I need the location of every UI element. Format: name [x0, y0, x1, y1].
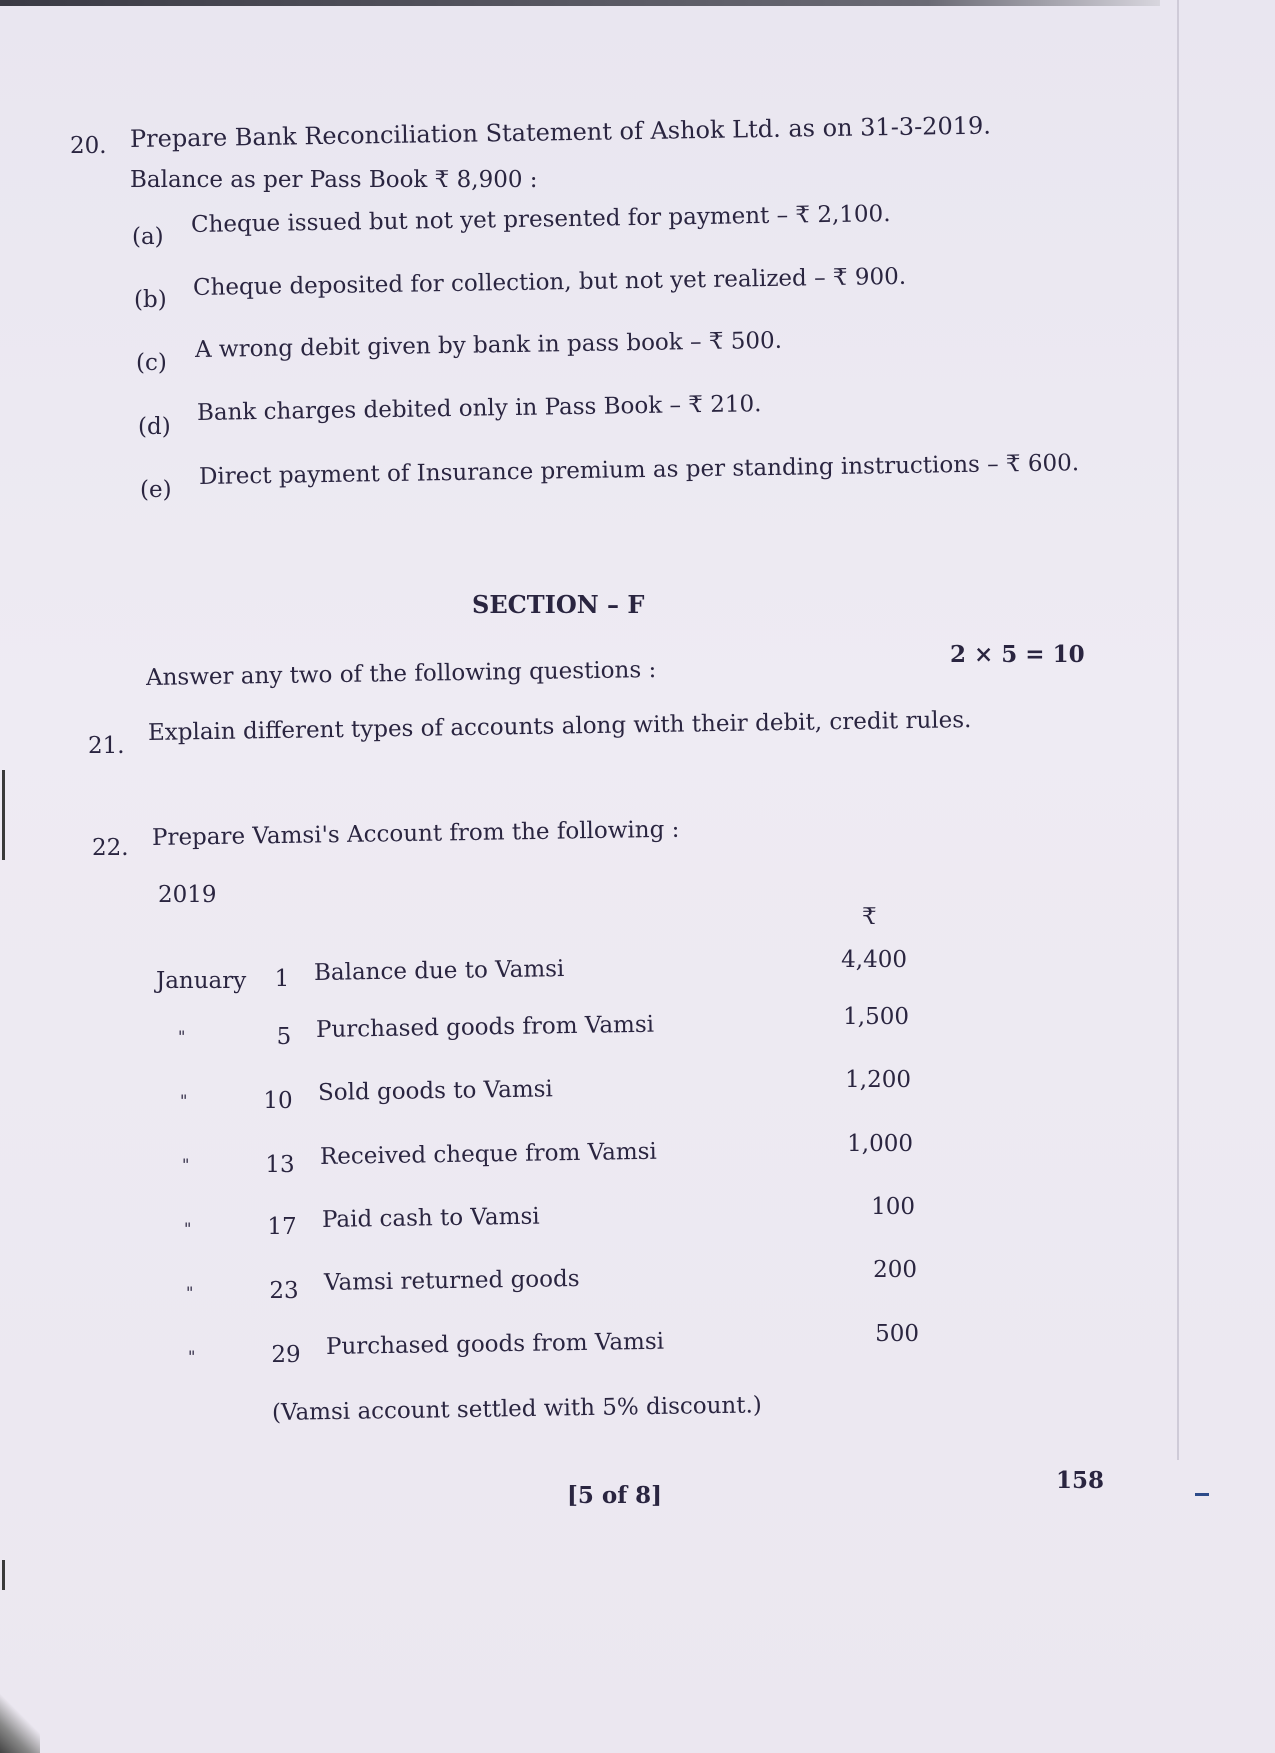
q20-item-label: (a) — [132, 224, 164, 250]
row-day: 17 — [267, 1214, 297, 1240]
row-amount: 1,200 — [845, 1067, 911, 1093]
row-month: " — [180, 1091, 188, 1110]
scan-left-mark — [2, 1560, 5, 1590]
row-amount: 1,500 — [843, 1004, 909, 1030]
row-desc: Received cheque from Vamsi — [319, 1138, 658, 1170]
q20-item-text: A wrong debit given by bank in pass book – ₹ 500. — [194, 327, 783, 363]
q20-item-text: Cheque deposited for collection, but not yet realized – ₹ 900. — [192, 263, 907, 301]
q21-text: Explain different types of accounts along with their debit, credit rules. — [147, 707, 972, 746]
section-marks: 2 × 5 = 10 — [950, 641, 1085, 668]
q20-number: 20. — [70, 133, 107, 159]
q20-item-label: (e) — [140, 477, 172, 503]
q20-line2: Balance as per Pass Book ₹ 8,900 : — [130, 167, 538, 193]
row-day: 29 — [271, 1342, 301, 1368]
paper-code: 158 — [1056, 1467, 1105, 1494]
row-month: " — [178, 1027, 186, 1046]
row-desc: Paid cash to Vamsi — [321, 1203, 540, 1233]
row-amount: 1,000 — [847, 1131, 913, 1157]
row-day: 13 — [265, 1152, 295, 1178]
row-month: " — [182, 1155, 190, 1174]
q22-note: (Vamsi account settled with 5% discount.) — [271, 1392, 762, 1426]
q21-number: 21. — [88, 733, 125, 759]
row-day: 5 — [276, 1024, 292, 1050]
row-month: " — [184, 1219, 192, 1238]
q20-item-label: (d) — [138, 414, 171, 440]
row-month: " — [186, 1283, 194, 1302]
row-amount: 500 — [875, 1321, 919, 1347]
q20-item-text: Bank charges debited only in Pass Book – ₹ 210. — [196, 391, 762, 426]
row-day: 1 — [274, 966, 290, 992]
scan-corner-fold — [0, 1693, 40, 1753]
q20-item-text: Direct payment of Insurance premium as per standing instructions – ₹ 600. — [198, 450, 1080, 490]
row-desc: Purchased goods from Vamsi — [325, 1328, 665, 1360]
q20-item-text: Cheque issued but not yet presented for payment – ₹ 2,100. — [190, 201, 891, 238]
q22-currency-header: ₹ — [862, 904, 877, 930]
page-number: [5 of 8] — [567, 1482, 663, 1509]
q22-number: 22. — [92, 835, 129, 861]
scan-top-edge — [0, 0, 1160, 6]
row-day: 10 — [263, 1088, 293, 1114]
scan-right-edge — [1177, 0, 1179, 1460]
row-desc: Vamsi returned goods — [323, 1265, 580, 1296]
row-desc: Purchased goods from Vamsi — [315, 1011, 655, 1043]
q22-year: 2019 — [158, 882, 217, 908]
margin-tick — [1195, 1493, 1209, 1496]
row-amount: 100 — [871, 1194, 915, 1220]
section-instruction: Answer any two of the following questions : — [145, 656, 657, 691]
row-amount: 200 — [873, 1257, 917, 1283]
row-desc: Sold goods to Vamsi — [317, 1076, 554, 1106]
row-amount: 4,400 — [841, 947, 907, 973]
scan-left-mark — [2, 770, 5, 860]
row-day: 23 — [269, 1278, 299, 1304]
row-desc: Balance due to Vamsi — [313, 956, 565, 986]
q20-line1: Prepare Bank Reconciliation Statement of Ashok Ltd. as on 31-3-2019. — [129, 111, 992, 153]
q20-item-label: (c) — [136, 350, 167, 376]
row-month: January — [156, 968, 247, 994]
row-month: " — [188, 1347, 196, 1366]
q22-text: Prepare Vamsi's Account from the following : — [151, 816, 680, 851]
q20-item-label: (b) — [134, 287, 167, 313]
section-title: SECTION – F — [472, 590, 645, 619]
